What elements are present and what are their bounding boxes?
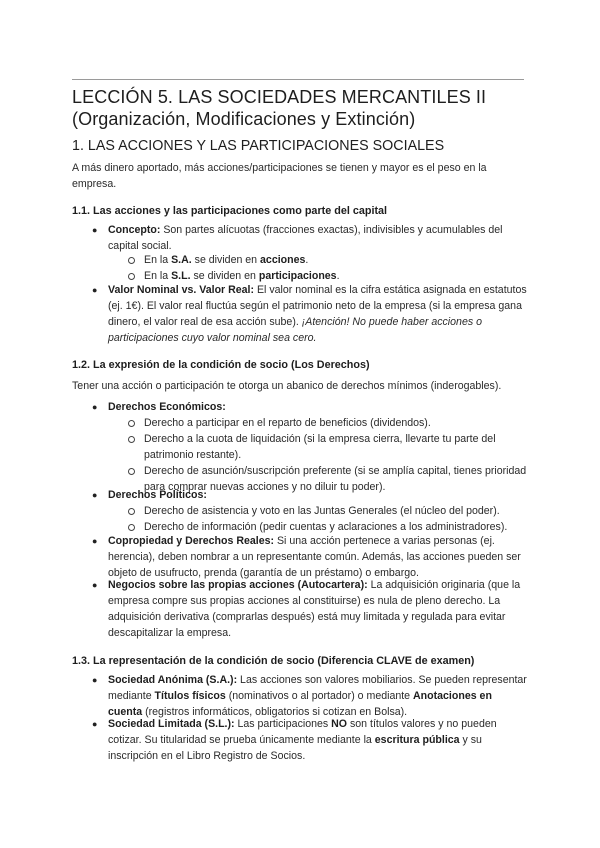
list-item-concepto: Concepto: Son partes alícuotas (fracciones exactas), indivisibles y acumulables del capital social.: [108, 224, 503, 252]
hollow-bullet-icon: [128, 524, 135, 531]
bullet-icon: ●: [92, 719, 98, 729]
bullet-icon: ●: [92, 402, 98, 412]
bullet-icon: ●: [92, 536, 98, 546]
list-item-pol-1: Derecho de asistencia y voto en las Juntas Generales (el núcleo del poder).: [144, 505, 500, 517]
list-item-copropiedad: Copropiedad y Derechos Reales: Si una acción pertenece a varias personas (ej. herencia), deben nombrar a un representante común. Además, las acciones pueden ser objeto de usufructo, prenda (garantía de un préstamo) o embargo.: [108, 535, 521, 579]
list-item-pol: Derechos Políticos:: [108, 489, 207, 501]
hollow-bullet-icon: [128, 257, 135, 264]
bullet-icon: ●: [92, 285, 98, 295]
section-1-heading: 1. LAS ACCIONES Y LAS PARTICIPACIONES SOCIALES: [72, 138, 445, 154]
section-1-2-heading: 1.2. La expresión de la condición de socio (Los Derechos): [72, 359, 370, 371]
list-item-sl: En la S.L. se dividen en participaciones.: [144, 270, 340, 282]
top-divider: [72, 79, 524, 80]
bullet-icon: ●: [92, 580, 98, 590]
intro-paragraph: A más dinero aportado, más acciones/participaciones se tienen y mayor es el peso en la empresa.: [72, 162, 487, 190]
hollow-bullet-icon: [128, 273, 135, 280]
list-item-valor: Valor Nominal vs. Valor Real: El valor nominal es la cifra estática asignada en estatutos (ej. 1€). El valor real fluctúa según el patrimonio neto de la empresa (si la empresa gana dinero, el valor real de esa acción sube). ¡Atención! No puede haber acciones o participaciones cuyo valor nominal sea cero.: [108, 284, 527, 344]
list-item-sl-rep: Sociedad Limitada (S.L.): Las participaciones NO son títulos valores y no pueden cotizar. Su titularidad se prueba únicamente mediante la escritura pública y su inscripción en el Libro Registro de Socios.: [108, 718, 497, 762]
section-1-2-intro: Tener una acción o participación te otorga un abanico de derechos mínimos (inderogables).: [72, 380, 502, 392]
list-item-econ: Derechos Económicos:: [108, 401, 226, 413]
page-title: LECCIÓN 5. LAS SOCIEDADES MERCANTILES II (Organización, Modificaciones y Extinción): [72, 87, 487, 129]
list-item-econ-2: Derecho a la cuota de liquidación (si la empresa cierra, llevarte tu parte del patrimonio restante).: [144, 433, 496, 461]
section-1-3-heading: 1.3. La representación de la condición de socio (Diferencia CLAVE de examen): [72, 655, 475, 667]
section-1-1-heading: 1.1. Las acciones y las participaciones como parte del capital: [72, 205, 388, 217]
list-item-pol-2: Derecho de información (pedir cuentas y aclaraciones a los administradores).: [144, 521, 508, 533]
list-item-econ-1: Derecho a participar en el reparto de beneficios (dividendos).: [144, 417, 431, 429]
bullet-icon: ●: [92, 490, 98, 500]
hollow-bullet-icon: [128, 468, 135, 475]
hollow-bullet-icon: [128, 508, 135, 515]
bullet-icon: ●: [92, 225, 98, 235]
list-item-negocios: Negocios sobre las propias acciones (Autocartera): La adquisición originaria (que la empresa compre sus propias acciones al constituirse) es nula de pleno derecho. La adquisición derivativa (comprarlas después) está muy limitada y regulada para evitar descapitalizar la empresa.: [108, 579, 521, 639]
list-item-sa-rep: Sociedad Anónima (S.A.): Las acciones son valores mobiliarios. Se pueden representar mediante Títulos físicos (nominativos o al portador) o mediante Anotaciones en cuenta (registros informáticos, obligatorios si cotizan en Bolsa).: [108, 674, 527, 718]
hollow-bullet-icon: [128, 420, 135, 427]
hollow-bullet-icon: [128, 436, 135, 443]
bullet-icon: ●: [92, 675, 98, 685]
list-item-sa: En la S.A. se dividen en acciones.: [144, 254, 309, 266]
list-item-econ-3: Derecho de asunción/suscripción preferente (si se amplía capital, tienes prioridad para comprar nuevas acciones y no diluir tu poder).: [144, 465, 527, 493]
